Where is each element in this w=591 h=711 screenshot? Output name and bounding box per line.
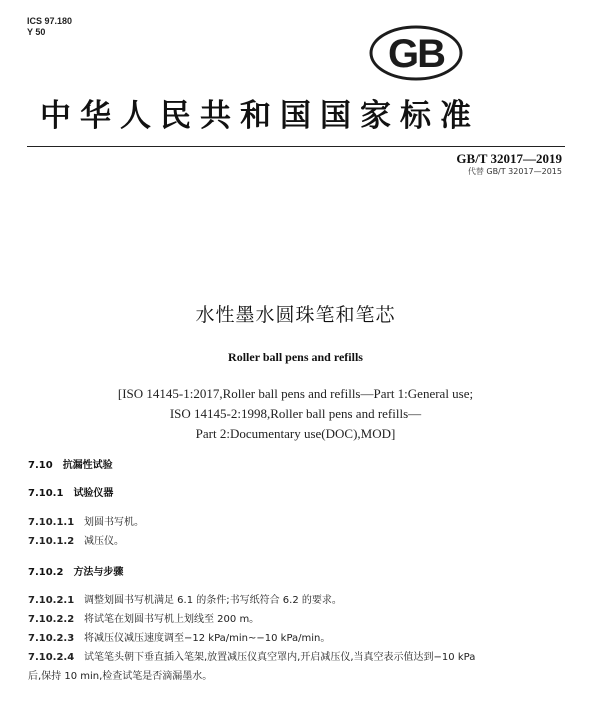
clause-number: 7.10.2.3 <box>28 633 75 644</box>
ics-code <box>27 16 72 38</box>
section-number: 7.10.2 <box>28 567 64 578</box>
adoption-line-2: ISO 14145-2:1998,Roller ball pens and refills— <box>169 406 422 421</box>
clause-text: 将试笔在划圆书写机上划线至 200 m。 <box>84 614 260 625</box>
clause-text: 调整划圆书写机满足 6.1 的条件;书写纸符合 6.2 的要求。 <box>84 595 342 606</box>
section-number: 7.10 <box>28 460 53 471</box>
section-title: 方法与步骤 <box>73 567 124 578</box>
adoption-line-3: Part 2:Documentary use(DOC),MOD] <box>195 426 396 441</box>
clause-text: 试笔笔头朝下垂直插入笔架,放置减压仪真空罩内,开启减压仪,当真空表示值达到−10 kPa <box>84 652 476 663</box>
clause-number: 7.10.2.2 <box>28 614 75 625</box>
replaces-standard: 代替 GB/T 32017—2015 <box>467 167 562 176</box>
section-7-10 <box>28 459 113 472</box>
gb-logo <box>368 24 464 82</box>
clause-7-10-2-2 <box>28 613 259 626</box>
standard-number: GB/T 32017—2019 <box>456 151 562 166</box>
clause-number: 7.10.2.1 <box>28 595 75 606</box>
document-title-en: Roller ball pens and refills <box>228 350 363 364</box>
clause-7-10-2-4 <box>28 651 475 664</box>
clause-number: 7.10.1.1 <box>28 517 75 528</box>
clause-7-10-2-1 <box>28 594 342 607</box>
clause-text: 减压仪。 <box>84 536 124 547</box>
ics-number: ICS 97.180 <box>27 16 73 26</box>
document-title-cn: 水性墨水圆珠笔和笔芯 <box>195 304 396 326</box>
national-standard-title: 中华人民共和国国家标准 <box>40 98 480 134</box>
adoption-line-1: [ISO 14145-1:2017,Roller ball pens and refills—Part 1:General use; <box>117 386 474 401</box>
clause-7-10-2-3 <box>28 632 330 645</box>
clause-7-10-2-4-continuation: 后,保持 10 min,检查试笔是否滴漏墨水。 <box>28 671 213 682</box>
section-7-10-1 <box>28 487 113 500</box>
clause-text: 将减压仪减压速度调至−12 kPa/min~−10 kPa/min。 <box>84 633 331 644</box>
clause-number: 7.10.2.4 <box>28 652 75 663</box>
clause-7-10-1-2 <box>28 535 124 548</box>
clause-text: 划圆书写机。 <box>84 517 144 528</box>
section-title: 抗漏性试验 <box>62 460 113 471</box>
section-7-10-2 <box>28 566 123 579</box>
section-number: 7.10.1 <box>28 488 64 499</box>
clause-number: 7.10.1.2 <box>28 536 75 547</box>
header-divider <box>27 146 565 147</box>
gb-logo-text: GB <box>388 32 444 76</box>
classification-code: Y 50 <box>27 27 46 37</box>
clause-7-10-1-1 <box>28 516 144 529</box>
section-title: 试验仪器 <box>73 488 114 499</box>
